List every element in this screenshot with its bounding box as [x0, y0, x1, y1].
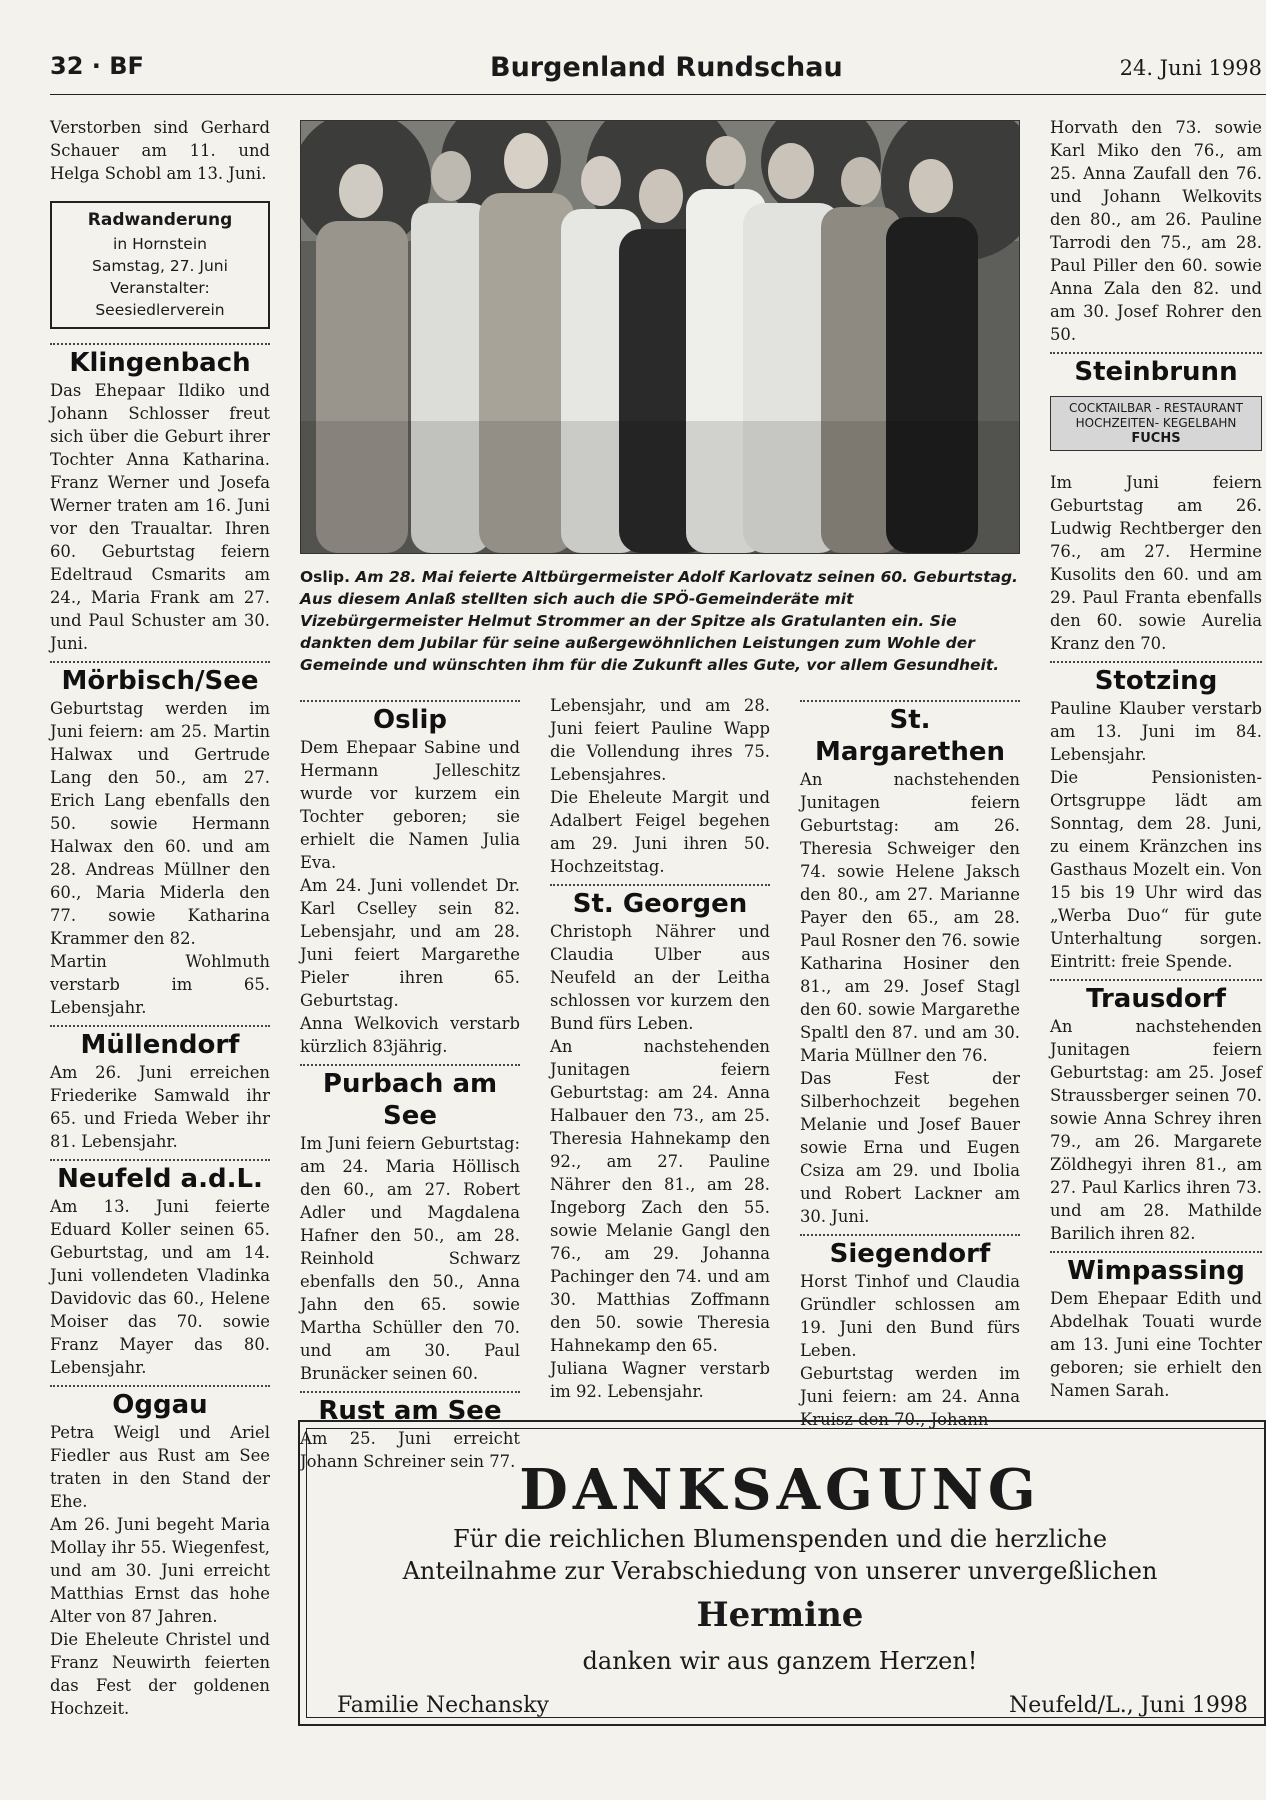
event-organizer: Seesiedlerverein — [95, 301, 225, 319]
danksagung-place-date: Neufeld/L., Juni 1998 — [1009, 1693, 1248, 1718]
section-text: Im Juni feiern Geburtstag: am 24. Maria Höllisch den 60., am 27. Robert Adler und Magdalena Hafner den 50., am 28. Reinhold Schwarz ebenfalls den 50., Anna Jahn den 65. sowie Martha Schüller den 70. und am 30. Paul Brunäcker seinen 60. — [300, 1134, 520, 1383]
column-4 — [800, 694, 1020, 1431]
section-text: Am 24. Juni vollendet Dr. Karl Cselley sein 82. Lebensjahr, und am 28. Juni feiert Margarethe Pieler ihren 65. Geburtstag. — [300, 876, 520, 1010]
divider — [1050, 979, 1262, 981]
section-text: Das Ehepaar Ildiko und Johann Schlosser freut sich über die Geburt ihrer Tochter Anna Katharina. Franz Werner und Josefa Werner traten am 16. Juni vor den Traualtar. Ihren 60. Geburtstag feiern Edeltraud Csmarits am 24., Maria Frank am 27. und Paul Schuster am 30. Juni. — [50, 381, 270, 653]
section-heading: Oslip — [372, 705, 447, 735]
danksagung-title: DANKSAGUNG — [519, 1457, 1041, 1523]
section-text: Petra Weigl und Ariel Fiedler aus Rust am See traten in den Stand der Ehe. — [50, 1423, 270, 1511]
column-5 — [1050, 116, 1262, 1402]
column-3 — [550, 694, 770, 1403]
divider — [300, 1391, 520, 1393]
event-organizer-label: Veranstalter: — [110, 279, 210, 297]
section-text: Martin Wohlmuth verstarb im 65. Lebensjahr. — [50, 952, 270, 1017]
divider — [1050, 352, 1262, 354]
section-text: Horst Tinhof und Claudia Gründler schlossen am 19. Juni den Bund fürs Leben. — [800, 1272, 1020, 1360]
section-text: Anna Welkovich verstarb kürzlich 83jährig. — [300, 1014, 520, 1056]
caption-text: Am 28. Mai feierte Altbürgermeister Adolf Karlovatz seinen 60. Geburtstag. Aus diesem Anlaß stellten sich auch die SPÖ-Gemeinderäte mit Vizebürgermeister Helmut Strommer an der Spitze als Gratulanten ein. Sie dankten dem Jubilar für seine außergewöhnlichen Leistungen zum Wohle der Gemeinde und wünschten ihm für die Zukunft alles Gute, vor allem Gesundheit. — [300, 568, 1018, 674]
divider — [1050, 1251, 1262, 1253]
ad-line: HOCHZEITEN- KEGELBAHN — [1075, 416, 1237, 430]
section-heading: Mörbisch/See — [61, 666, 259, 696]
section-heading: Stotzing — [1094, 666, 1218, 696]
event-location: in Hornstein — [113, 235, 207, 253]
restaurant-ad — [1050, 396, 1262, 451]
section-heading: St. Georgen — [572, 889, 748, 919]
event-box — [50, 201, 270, 329]
caption-place: Oslip. — [300, 568, 351, 586]
danksagung-line: danken wir aus ganzem Herzen! — [582, 1647, 978, 1675]
section-heading: Oggau — [112, 1390, 208, 1420]
group-photo — [300, 120, 1020, 554]
section-text: Die Eheleute Margit und Adalbert Feigel begehen am 29. Juni ihren 50. Hochzeitstag. — [550, 788, 770, 876]
section-text: Die Eheleute Christel und Franz Neuwirth feierten das Fest der goldenen Hochzeit. — [50, 1630, 270, 1718]
section-text: Dem Ehepaar Sabine und Hermann Jelleschitz wurde vor kurzem ein Tochter geboren; sie erhielt die Namen Julia Eva. — [300, 738, 520, 872]
column-2 — [300, 694, 520, 1473]
section-heading: Rust am See — [318, 1396, 502, 1426]
danksagung-line: Anteilnahme zur Verabschiedung von unserer unvergeßlichen — [402, 1557, 1158, 1585]
section-text: An nachstehenden Junitagen feiern Geburtstag: am 26. Theresia Schweiger den 74. sowie Helene Jaksch den 80., am 27. Marianne Payer den 65., am 28. Paul Rosner den 76. sowie Katharina Hosiner den 81., am 29. Josef Stagl den 60. sowie Margarethe Spaltl den 87. und am 30. Maria Müllner den 76. — [800, 770, 1020, 1065]
section-text: Im Juni feiern Geburtstag am 26. Ludwig Rechtberger den 76., am 27. Hermine Kusolits den 60. und am 29. Paul Franta ebenfalls den 60. sowie Aurelia Kranz den 70. — [1050, 473, 1262, 653]
divider — [800, 1234, 1020, 1236]
divider — [50, 661, 270, 663]
section-text: Dem Ehepaar Edith und Abdelhak Touati wurde am 13. Juni eine Tochter geboren; sie erhielt den Namen Sarah. — [1050, 1289, 1262, 1400]
section-heading: Wimpassing — [1067, 1256, 1245, 1286]
issue-date: 24. Juni 1998 — [1119, 56, 1262, 80]
section-text: Am 26. Juni begeht Maria Mollay ihr 55. Wiegenfest, und am 30. Juni erreicht Matthias Ernst das hohe Alter von 87 Jahren. — [50, 1515, 270, 1626]
obituary-intro: Verstorben sind Gerhard Schauer am 11. und Helga Schobl am 13. Juni. — [50, 118, 270, 183]
section-text: Am 25. Juni erreicht Johann Schreiner sein 77. — [300, 1429, 520, 1471]
newspaper-title: Burgenland Rundschau — [490, 52, 843, 83]
event-title: Radwanderung — [87, 210, 233, 230]
danksagung-inner-frame — [306, 1428, 1264, 1718]
page-number: 32 · BF — [50, 52, 144, 80]
divider — [50, 1159, 270, 1161]
section-text: Juliana Wagner verstarb im 92. Lebensjahr. — [550, 1359, 770, 1401]
section-text: Die Pensionisten-Ortsgruppe lädt am Sonntag, dem 28. Juni, zu einem Kränzchen ins Gasthaus Mozelt ein. Von 15 bis 19 Uhr wird das „Werba Duo“ für gute Unterhaltung sorgen. Eintritt: freie Spende. — [1050, 768, 1262, 971]
masthead — [50, 52, 1266, 95]
section-heading: Müllendorf — [80, 1030, 240, 1060]
group-photo-image — [301, 121, 1019, 553]
event-date: Samstag, 27. Juni — [92, 257, 228, 275]
section-text: Lebensjahr, und am 28. Juni feiert Pauline Wapp die Vollendung ihres 75. Lebensjahres. — [550, 696, 770, 784]
section-text: An nachstehenden Junitagen feiern Geburtstag: am 25. Josef Straussberger seinen 70. sowie Anna Schrey ihren 79., am 26. Margarete Zöldhegyi ihren 81., am 27. Paul Karlics ihren 73. und am 28. Mathilde Barilich ihren 82. — [1050, 1017, 1262, 1243]
section-text: Christoph Nährer und Claudia Ulber aus Neufeld an der Leitha schlossen vor kurzem den Bund fürs Leben. — [550, 922, 770, 1033]
section-heading: Siegendorf — [829, 1239, 991, 1269]
section-text: Geburtstag werden im Juni feiern: am 24. Anna Kruisz den 70., Johann — [800, 1364, 1020, 1429]
section-heading: Steinbrunn — [1074, 357, 1238, 387]
danksagung-line: Für die reichlichen Blumenspenden und die herzliche — [452, 1525, 1108, 1553]
divider — [800, 700, 1020, 702]
danksagung-signature: Familie Nechansky — [337, 1693, 549, 1718]
divider — [300, 700, 520, 702]
ad-name: FUCHS — [1131, 431, 1181, 446]
section-text: Geburtstag werden im Juni feiern: am 25. Martin Halwax und Gertrude Lang den 50., am 27. Erich Lang ebenfalls den 50. sowie Hermann Halwax den 60. und am 28. Andreas Müllner den 60., Maria Miderla den 77. sowie Katharina Krammer den 82. — [50, 699, 270, 948]
divider — [550, 884, 770, 886]
photo-caption — [300, 566, 1018, 676]
divider — [50, 343, 270, 345]
column-1 — [50, 116, 270, 1720]
section-text: Das Fest der Silberhochzeit begehen Melanie und Josef Bauer sowie Erna und Eugen Csiza am 29. und Ibolia und Robert Lackner am 30. Juni. — [800, 1069, 1020, 1226]
section-text: An nachstehenden Junitagen feiern Geburtstag: am 24. Anna Halbauer den 73., am 25. Theresia Hahnekamp den 92., am 27. Pauline Nährer den 81., am 28. Ingeborg Zach den 55. sowie Melanie Gangl den 76., am 29. Johanna Pachinger den 74. und am 30. Matthias Zoffmann den 50. sowie Theresia Hahnekamp den 65. — [550, 1037, 770, 1355]
divider — [50, 1025, 270, 1027]
section-text: Am 13. Juni feierte Eduard Koller seinen 65. Geburtstag, und am 14. Juni vollendeten Vladinka Davidovic das 60., Helene Moiser das 70. sowie Franz Mayer das 80. Lebensjahr. — [50, 1197, 270, 1377]
section-heading: Neufeld a.d.L. — [57, 1164, 263, 1194]
section-heading: Purbach am See — [322, 1069, 498, 1131]
section-text: Pauline Klauber verstarb am 13. Juni im 84. Lebensjahr. — [1050, 699, 1262, 764]
danksagung-name: Hermine — [696, 1595, 864, 1635]
divider — [300, 1064, 520, 1066]
section-text: Horvath den 73. sowie Karl Miko den 76., am 25. Anna Zaufall den 76. und Johann Welkovits den 80., am 26. Pauline Tarrodi den 75., am 28. Paul Piller den 60. sowie Anna Zala den 82. und am 30. Josef Rohrer den 50. — [1050, 118, 1262, 344]
section-heading: Klingenbach — [69, 348, 251, 378]
section-heading: Trausdorf — [1086, 984, 1226, 1014]
divider — [50, 1385, 270, 1387]
ad-line: COCKTAILBAR - RESTAURANT — [1068, 401, 1243, 415]
danksagung-ad — [298, 1420, 1266, 1726]
section-text: Am 26. Juni erreichen Friederike Samwald ihr 65. und Frieda Weber ihr 81. Lebensjahr. — [50, 1063, 270, 1151]
divider — [1050, 661, 1262, 663]
section-heading: St. Margarethen — [815, 705, 1005, 767]
